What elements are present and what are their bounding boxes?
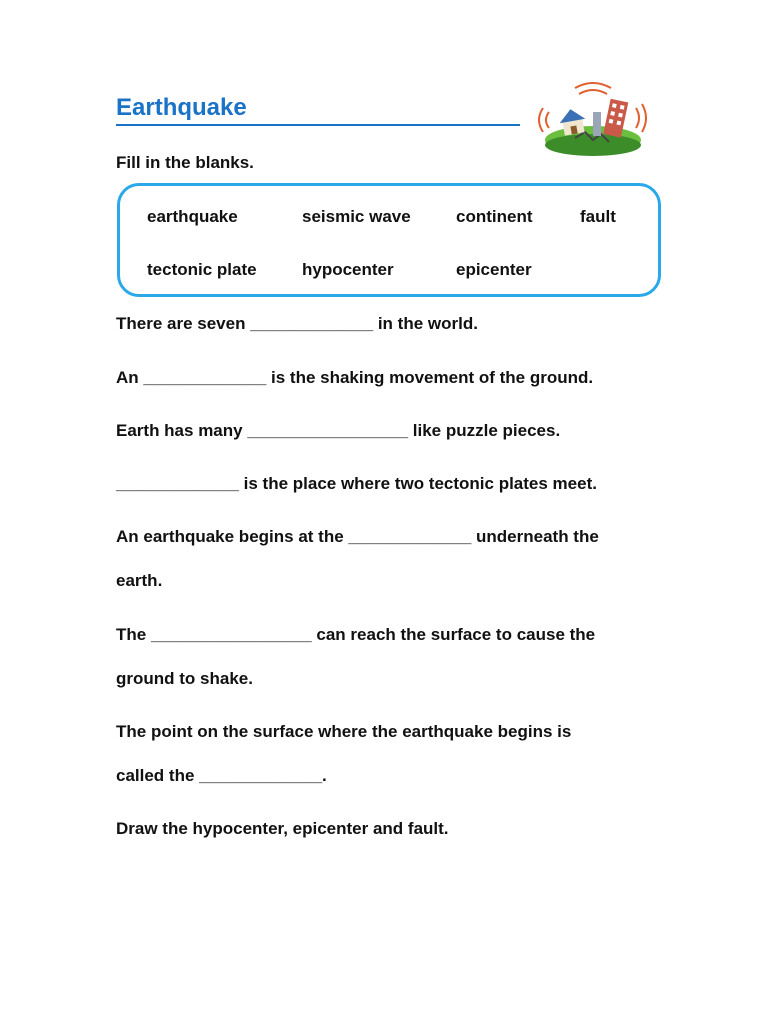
question-5-line-1: An earthquake begins at the _____________ underneath the <box>116 527 599 546</box>
earthquake-city-icon <box>535 82 650 160</box>
word-bank-item: earthquake <box>147 207 238 226</box>
word-bank-item: epicenter <box>456 260 532 279</box>
question-7-line-1: The point on the surface where the earthquake begins is <box>116 722 572 741</box>
question-3: Earth has many _________________ like puzzle pieces. <box>116 421 561 440</box>
word-bank-item: tectonic plate <box>147 260 257 279</box>
drawing-prompt: Draw the hypocenter, epicenter and fault. <box>116 819 449 838</box>
word-bank <box>117 183 661 297</box>
question-6-line-1: The _________________ can reach the surface to cause the <box>116 625 596 644</box>
question-7-line-2: called the _____________. <box>116 766 327 785</box>
word-bank-item: continent <box>456 207 533 226</box>
question-5-line-2: earth. <box>116 571 163 590</box>
instructions: Fill in the blanks. <box>116 153 254 172</box>
question-1: There are seven _____________ in the world. <box>116 314 478 333</box>
question-6-line-2: ground to shake. <box>116 669 253 688</box>
word-bank-item: fault <box>580 207 616 226</box>
page-title: Earthquake <box>116 94 520 126</box>
word-bank-item: hypocenter <box>302 260 394 279</box>
question-4: _____________ is the place where two tectonic plates meet. <box>116 474 597 493</box>
word-bank-item: seismic wave <box>302 207 411 226</box>
question-2: An _____________ is the shaking movement of the ground. <box>116 368 594 387</box>
